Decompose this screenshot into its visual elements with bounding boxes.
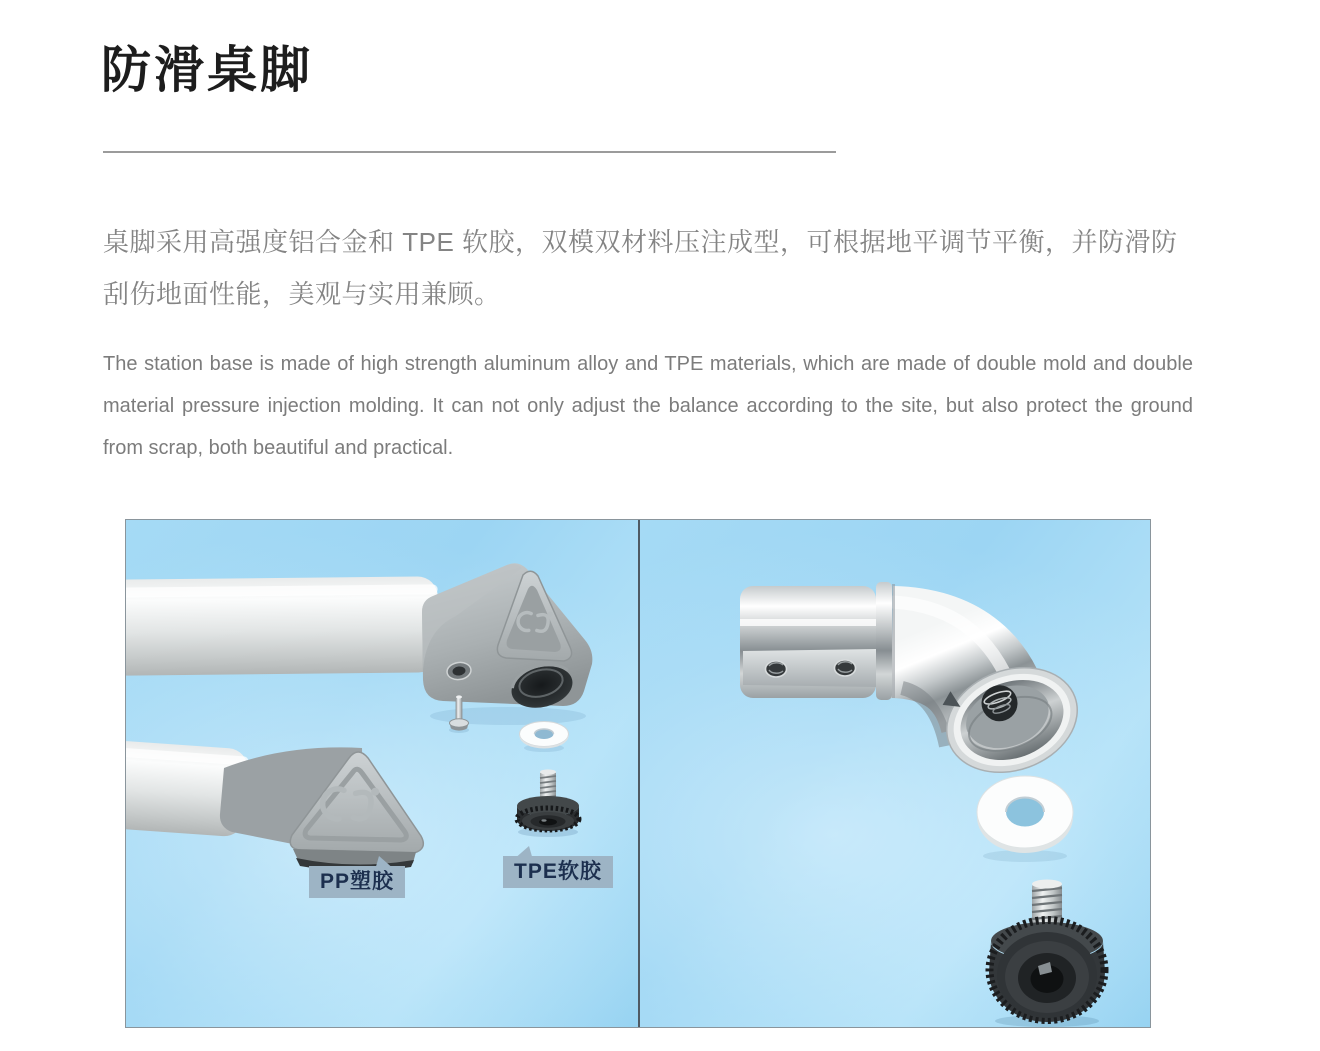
set-screw-hole (766, 661, 787, 677)
washer (977, 776, 1073, 862)
corner-foot-top (422, 563, 592, 725)
intro-paragraph-chinese: 桌脚采用高强度铝合金和 TPE 软胶，双模双材料压注成型，可根据地平调节平衡，并防滑防刮伤地面性能，美观与实用兼顾。 (103, 227, 1178, 309)
washer (520, 722, 569, 753)
intro-paragraph-english: The station base is made of high strength aluminum alloy and TPE materials, which are made of double mold and double material pressure injection molding. It can not only adjust the balance according to the site, but also protect the ground from scrap, both beautiful and practical. (103, 353, 1193, 459)
title-divider (103, 151, 836, 153)
label-tpe-text: TPE软胶 (514, 860, 602, 883)
figure-panel-right (640, 520, 1150, 1027)
right-panel-illustration (640, 520, 1150, 1027)
label-pointer-icon (375, 853, 395, 870)
label-tpe-rubber (503, 856, 613, 888)
page-title: 防滑桌脚 (101, 42, 313, 98)
collar-ring (876, 582, 892, 700)
label-pointer-icon (513, 843, 533, 860)
aluminum-elbow-connector (740, 582, 1092, 790)
tpe-foot (989, 880, 1105, 1028)
set-screw-hole (835, 660, 856, 676)
left-panel-illustration (126, 520, 638, 1027)
label-pp-plastic (309, 866, 405, 898)
label-pp-text: PP塑胶 (320, 870, 395, 893)
tpe-foot (517, 769, 579, 837)
product-figure (125, 519, 1151, 1028)
figure-panel-left (126, 520, 638, 1027)
desk-tube-top (126, 576, 439, 676)
